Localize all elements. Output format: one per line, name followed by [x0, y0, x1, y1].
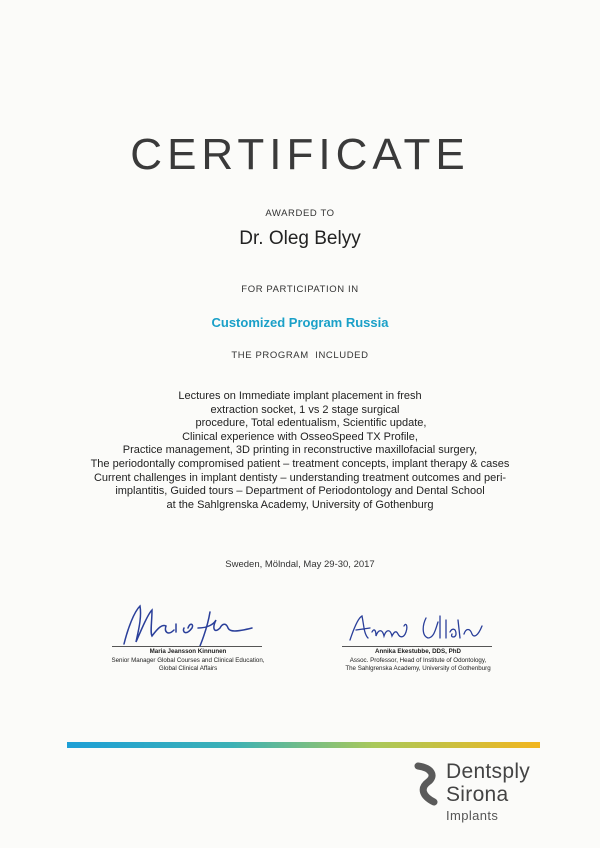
- recipient-name: Dr. Oleg Belyy: [239, 228, 361, 249]
- program-name: Customized Program Russia: [211, 315, 389, 330]
- left-signature-line: [112, 646, 262, 647]
- lecture-line: Practice management, 3D printing in reconstructive maxillofacial surgery,: [122, 444, 478, 457]
- left-signatory-role: Global Clinical Affairs: [158, 665, 218, 672]
- logo-word-dentsply: Dentsply: [446, 760, 531, 783]
- lecture-line: at the Sahlgrenska Academy, University of Gothenburg: [166, 498, 434, 511]
- lecture-line: procedure, Total edentualism, Scientific update,: [195, 417, 427, 430]
- right-signature-block: [318, 648, 518, 674]
- lecture-line: Clinical experience with OsseoSpeed TX Profile,: [182, 430, 418, 443]
- lecture-line: Current challenges in implant dentisty – understanding treatment outcomes and peri-: [93, 471, 507, 484]
- gradient-divider-bar: [67, 742, 540, 748]
- logo-word-implants: Implants: [446, 808, 499, 823]
- certificate-title: CERTIFICATE: [130, 130, 470, 179]
- dentsply-sirona-logo: [412, 760, 592, 830]
- left-signature-scribble: [112, 598, 262, 650]
- lecture-line: Lectures on Immediate implant placement in fresh: [178, 390, 422, 402]
- right-signatory-role: Assoc. Professor, Head of Institute of Odontology,: [349, 656, 487, 664]
- left-signature-block: [88, 648, 288, 674]
- right-signature-scribble: [346, 608, 496, 648]
- left-signatory-role: Senior Manager Global Courses and Clinical Education,: [111, 656, 265, 664]
- dentsply-logo-icon: [412, 762, 442, 806]
- left-signatory-name: Maria Jeansson Kinnunen: [149, 648, 227, 655]
- participation-label: FOR PARTICIPATION IN: [241, 284, 359, 295]
- lecture-line: The periodontally compromised patient – treatment concepts, implant therapy & cases: [90, 457, 510, 470]
- lecture-line: implantitis, Guided tours – Department of Periodontology and Dental School: [115, 485, 485, 498]
- lectures-block: [0, 390, 600, 512]
- logo-word-sirona: Sirona: [446, 783, 509, 806]
- right-signatory-role: The Sahlgrenska Academy, University of Gothenburg: [345, 665, 491, 672]
- lecture-line: extraction socket, 1 vs 2 stage surgical: [210, 403, 400, 416]
- awarded-to-label: AWARDED TO: [265, 208, 335, 219]
- right-signatory-name: Annika Ekestubbe, DDS, PhD: [375, 648, 461, 655]
- program-included-label: THE PROGRAM INCLUDED: [231, 350, 369, 361]
- place-date: Sweden, Mölndal, May 29-30, 2017: [225, 559, 375, 570]
- right-signature-line: [342, 646, 492, 647]
